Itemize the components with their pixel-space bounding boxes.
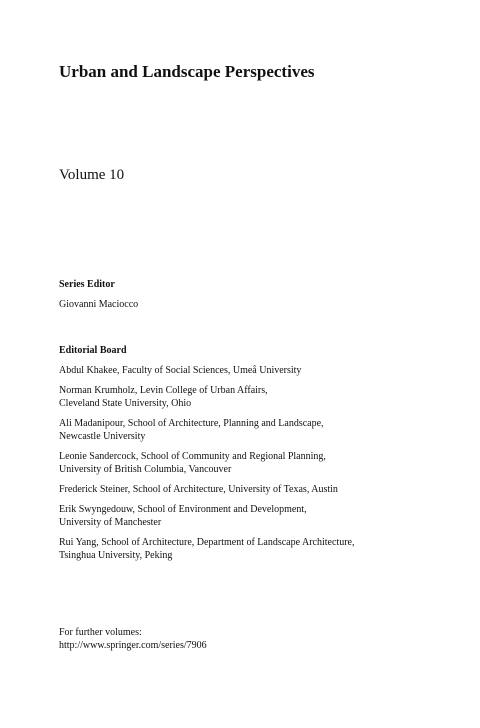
series-editor-name: Giovanni Maciocco [59, 299, 139, 310]
board-member-line: Norman Krumholz, Levin College of Urban Affairs, [59, 385, 268, 396]
series-editor-heading: Series Editor [59, 279, 115, 290]
board-member-line: University of Manchester [59, 517, 162, 528]
board-member-line: University of British Columbia, Vancouver [59, 464, 232, 475]
board-member-line: Newcastle University [59, 431, 146, 442]
further-volumes-section [59, 626, 207, 652]
board-member-line: Rui Yang, School of Architecture, Department of Landscape Architecture, [59, 537, 355, 548]
editorial-board-heading: Editorial Board [59, 345, 127, 356]
series-editor-section [59, 278, 138, 311]
board-member-line: Erik Swyngedouw, School of Environment and Development, [59, 504, 307, 515]
volume-number: Volume 10 [59, 167, 125, 183]
board-member-item [59, 536, 354, 562]
further-volumes-label: For further volumes: [59, 627, 142, 638]
board-member-line: Ali Madanipour, School of Architecture, Planning and Landscape, [59, 418, 324, 429]
board-member-item [59, 417, 354, 443]
series-url-link[interactable]: http://www.springer.com/series/7906 [59, 640, 207, 651]
board-member-item [59, 503, 354, 529]
board-member-item [59, 384, 354, 410]
series-title: Urban and Landscape Perspectives [59, 62, 315, 81]
board-member-line: Cleveland State University, Ohio [59, 398, 192, 409]
board-member-line: Abdul Khakee, Faculty of Social Sciences, Umeå University [59, 365, 302, 376]
board-member-item [59, 450, 354, 476]
board-member-item [59, 483, 354, 496]
board-member-line: Leonie Sandercock, School of Community and Regional Planning, [59, 451, 326, 462]
editorial-board-list [59, 364, 354, 562]
editorial-board-section [59, 344, 354, 562]
board-member-line: Tsinghua University, Peking [59, 550, 173, 561]
board-member-line: Frederick Steiner, School of Architecture, University of Texas, Austin [59, 484, 338, 495]
board-member-item [59, 364, 354, 377]
